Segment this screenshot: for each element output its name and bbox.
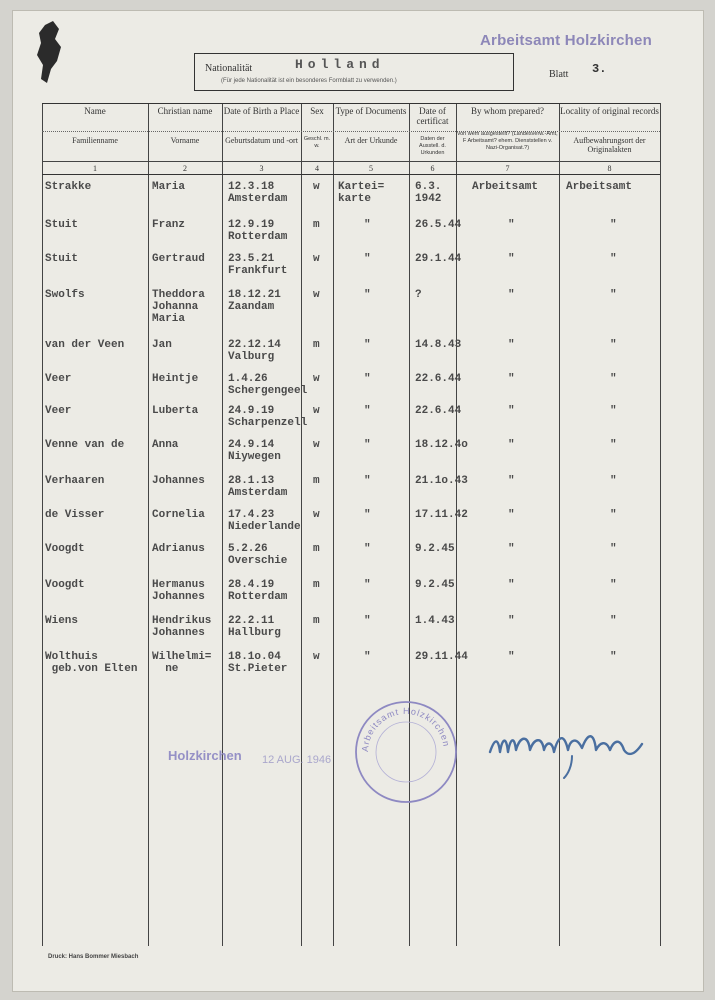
cell-sex: w — [313, 651, 320, 663]
nationality-label: Nationalität — [205, 63, 253, 74]
cell-sex: w — [313, 509, 320, 521]
header-rule — [42, 131, 660, 132]
column-header-de-8: Aufbewahrungsort der Originalakten — [573, 136, 646, 155]
cell-birth: 12.9.19 Rotterdam — [228, 219, 288, 243]
column-divider — [559, 103, 560, 946]
cell-sex: w — [313, 439, 320, 451]
cell-sex: m — [313, 339, 320, 351]
cell-date: 1.4.43 — [415, 615, 455, 627]
column-header-de-5: Art der Urkunde — [344, 136, 398, 145]
cell-birth: 22.2.11 Hallburg — [228, 615, 281, 639]
cell-sex: w — [313, 181, 320, 193]
cell-date: ? — [415, 289, 422, 301]
header-rule — [42, 161, 660, 162]
column-header-en-4: Sex — [310, 106, 324, 116]
cell-by: " — [508, 253, 515, 265]
cell-loc: " — [610, 289, 617, 301]
cell-by: " — [508, 509, 515, 521]
cell-doc: " — [364, 475, 371, 487]
cell-loc: " — [610, 439, 617, 451]
cell-loc: " — [610, 543, 617, 555]
stamp-date: 12 AUG. 1946 — [262, 754, 332, 766]
cell-birth: 24.9.14 Niywegen — [228, 439, 281, 463]
cell-doc: " — [364, 543, 371, 555]
employment-office-stamp: Arbeitsamt Holzkirchen — [480, 32, 652, 49]
column-header-num-8: 8 — [607, 164, 612, 173]
cell-date: 22.6.44 — [415, 405, 462, 417]
column-divider — [148, 103, 149, 946]
column-header-de-6: Daten der Ausstell. d. Urkunden — [419, 136, 446, 156]
cell-date: 29.11.44 — [415, 651, 468, 663]
column-divider — [660, 103, 661, 946]
nationality-note: (Für jede Nationalität ist ein besonderes Formblatt zu verwenden.) — [221, 78, 397, 84]
cell-birth: 17.4.23 Niederlande — [228, 509, 301, 533]
cell-name: Stuit — [45, 219, 79, 231]
column-divider — [42, 103, 43, 946]
cell-given: Maria — [152, 181, 186, 193]
column-header-num-6: 6 — [430, 164, 435, 173]
column-divider — [301, 103, 302, 946]
torn-corner-mark — [31, 21, 65, 91]
cell-doc: " — [364, 509, 371, 521]
cell-name: van der Veen — [45, 339, 125, 351]
cell-given: Theddora Johanna Maria — [152, 289, 205, 325]
cell-date: 29.1.44 — [415, 253, 462, 265]
cell-name: Verhaaren — [45, 475, 105, 487]
cell-name: Strakke — [45, 181, 92, 193]
cell-name: Swolfs — [45, 289, 85, 301]
cell-loc: " — [610, 475, 617, 487]
cell-date: 9.2.45 — [415, 543, 455, 555]
cell-name: Venne van de — [45, 439, 125, 451]
cell-name: Veer — [45, 405, 72, 417]
cell-by: " — [508, 219, 515, 231]
cell-loc: " — [610, 253, 617, 265]
cell-sex: m — [313, 219, 320, 231]
column-header-en-8: Locality of original records — [560, 106, 659, 116]
cell-doc: " — [364, 615, 371, 627]
cell-loc: " — [610, 579, 617, 591]
cell-given: Jan — [152, 339, 172, 351]
cell-doc: " — [364, 253, 371, 265]
round-stamp-text: Arbeitsamt Holzkirchen — [359, 705, 452, 753]
cell-given: Heintje — [152, 373, 199, 385]
cell-date: 14.8.43 — [415, 339, 462, 351]
cell-doc: " — [364, 339, 371, 351]
cell-date: 22.6.44 — [415, 373, 462, 385]
cell-birth: 28.1.13 Amsterdam — [228, 475, 288, 499]
column-header-de-4: Geschl. m. w. — [303, 136, 331, 149]
column-header-num-2: 2 — [183, 164, 187, 173]
printer-imprint: Druck: Hans Bommer Miesbach — [48, 954, 139, 960]
column-header-en-2: Christian name — [157, 106, 213, 116]
cell-loc: " — [610, 339, 617, 351]
cell-by: " — [508, 373, 515, 385]
cell-doc: Kartei= karte — [338, 181, 385, 205]
cell-loc: " — [610, 509, 617, 521]
cell-sex: w — [313, 405, 320, 417]
column-header-num-3: 3 — [259, 164, 264, 173]
cell-sex: m — [313, 579, 320, 591]
cell-birth: 28.4.19 Rotterdam — [228, 579, 288, 603]
cell-date: 26.5.44 — [415, 219, 462, 231]
cell-given: Franz — [152, 219, 186, 231]
cell-loc: " — [610, 219, 617, 231]
cell-loc: " — [610, 615, 617, 627]
cell-loc: " — [610, 373, 617, 385]
cell-date: 6.3. 1942 — [415, 181, 442, 205]
column-divider — [222, 103, 223, 946]
cell-doc: " — [364, 651, 371, 663]
cell-loc: " — [610, 405, 617, 417]
cell-birth: 18.1o.04 St.Pieter — [228, 651, 288, 675]
cell-sex: m — [313, 475, 320, 487]
nationality-value: Holland — [295, 57, 385, 72]
cell-name: Voogdt — [45, 543, 85, 555]
column-header-en-6: Date of certificat — [416, 106, 449, 127]
column-divider — [409, 103, 410, 946]
column-header-num-1: 1 — [93, 164, 97, 173]
cell-doc: " — [364, 579, 371, 591]
cell-doc: " — [364, 219, 371, 231]
column-divider — [333, 103, 334, 946]
cell-loc: " — [610, 651, 617, 663]
cell-birth: 1.4.26 Schergengeel — [228, 373, 308, 397]
column-header-de-7: von wem ausgestellt? (Landesverw.-Amt, F Arbeitsamt? ehem. Dienststellen v. Nazi-Organisat.?) — [457, 131, 558, 151]
handwritten-signature — [484, 722, 654, 782]
cell-birth: 12.3.18 Amsterdam — [228, 181, 288, 205]
cell-birth: 5.2.26 Overschie — [228, 543, 288, 567]
cell-birth: 23.5.21 Frankfurt — [228, 253, 288, 277]
header-rule — [42, 174, 660, 175]
cell-doc: " — [364, 405, 371, 417]
cell-by: " — [508, 543, 515, 555]
column-header-de-3: Geburtsdatum und -ort — [225, 136, 298, 145]
cell-by: " — [508, 439, 515, 451]
cell-birth: 24.9.19 Scharpenzell — [228, 405, 308, 429]
cell-given: Wilhelmi= ne — [152, 651, 212, 675]
cell-name: Voogdt — [45, 579, 85, 591]
sheet-label: Blatt — [549, 69, 569, 80]
cell-by: " — [508, 289, 515, 301]
cell-date: 18.12.4o — [415, 439, 468, 451]
cell-by: " — [508, 339, 515, 351]
column-header-en-5: Type of Documents — [335, 106, 407, 116]
column-header-de-1: Familienname — [72, 136, 118, 145]
cell-given: Hermanus Johannes — [152, 579, 205, 603]
cell-given: Hendrikus Johannes — [152, 615, 212, 639]
cell-given: Luberta — [152, 405, 199, 417]
cell-date: 9.2.45 — [415, 579, 455, 591]
cell-birth: 22.12.14 Valburg — [228, 339, 281, 363]
column-header-num-5: 5 — [369, 164, 373, 173]
cell-by: " — [508, 615, 515, 627]
cell-name: Stuit — [45, 253, 79, 265]
cell-doc: " — [364, 439, 371, 451]
column-header-de-2: Vorname — [170, 136, 200, 145]
cell-birth: 18.12.21 Zaandam — [228, 289, 281, 313]
cell-by: " — [508, 475, 515, 487]
cell-date: 21.1o.43 — [415, 475, 468, 487]
header-rule — [42, 103, 660, 104]
cell-given: Johannes — [152, 475, 205, 487]
cell-date: 17.11.42 — [415, 509, 468, 521]
cell-doc: " — [364, 289, 371, 301]
cell-given: Cornelia — [152, 509, 205, 521]
cell-name: Wolthuis geb.von Elten — [45, 651, 138, 675]
cell-by: Arbeitsamt — [472, 181, 539, 193]
records-table — [42, 103, 660, 946]
cell-name: Veer — [45, 373, 72, 385]
column-header-en-7: By whom prepared? — [471, 106, 544, 116]
cell-given: Gertraud — [152, 253, 205, 265]
round-office-seal — [354, 700, 458, 804]
cell-name: Wiens — [45, 615, 79, 627]
cell-given: Adrianus — [152, 543, 205, 555]
cell-doc: " — [364, 373, 371, 385]
column-header-en-3: Date of Birth a Place — [223, 106, 300, 116]
column-header-num-7: 7 — [505, 164, 510, 173]
cell-sex: w — [313, 373, 320, 385]
sheet-number: 3. — [592, 62, 607, 76]
cell-sex: w — [313, 253, 320, 265]
cell-name: de Visser — [45, 509, 105, 521]
cell-loc: Arbeitsamt — [566, 181, 633, 193]
cell-by: " — [508, 651, 515, 663]
cell-given: Anna — [152, 439, 179, 451]
cell-by: " — [508, 405, 515, 417]
column-header-en-1: Name — [84, 106, 106, 116]
cell-sex: m — [313, 615, 320, 627]
place-stamp: Holzkirchen — [168, 748, 242, 763]
cell-by: " — [508, 579, 515, 591]
column-header-num-4: 4 — [315, 164, 319, 173]
nationality-box — [194, 53, 514, 91]
cell-sex: w — [313, 289, 320, 301]
cell-sex: m — [313, 543, 320, 555]
